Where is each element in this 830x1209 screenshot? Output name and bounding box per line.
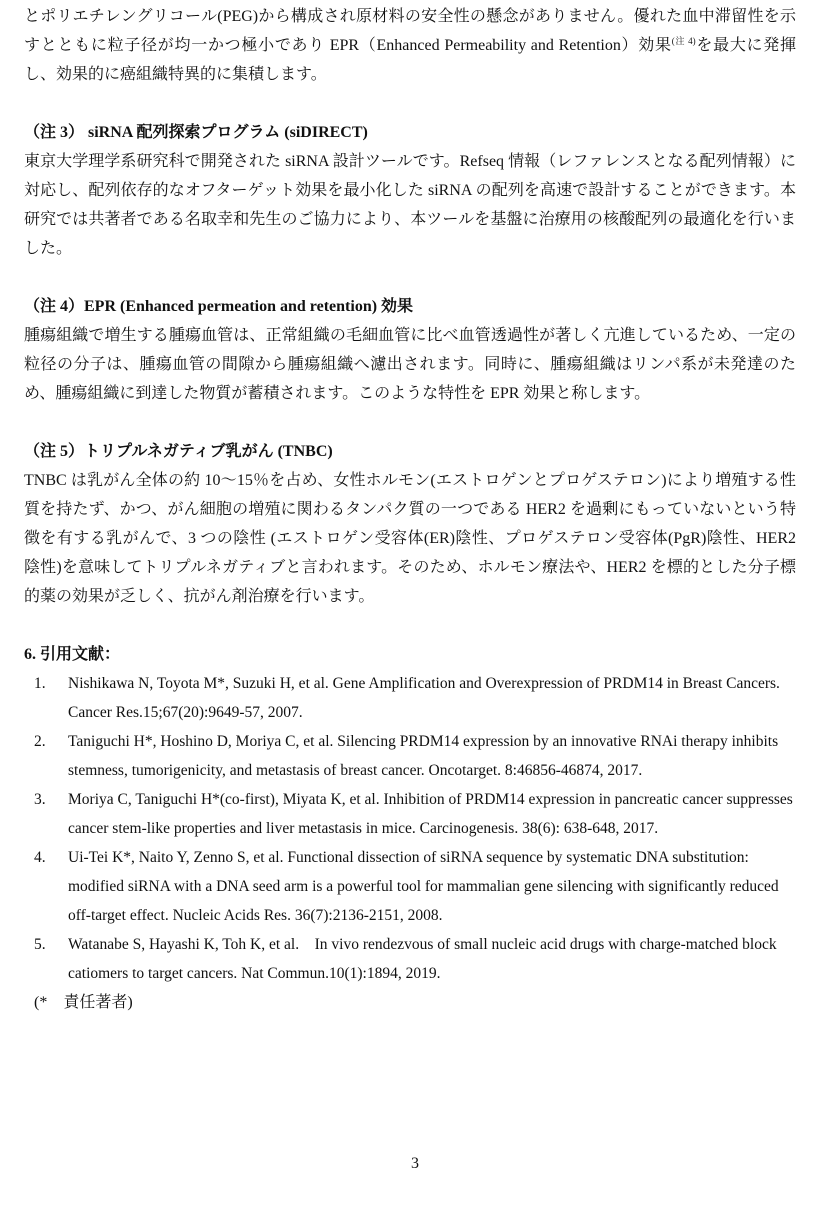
reference-text: Nishikawa N, Toyota M*, Suzuki H, et al. Gene Amplification and Overexpression of PRDM14 in Breast Cancers. Cancer Res.15;67(20):9649-57, 2007. <box>68 675 780 721</box>
document-page <box>24 0 796 1017</box>
note-4-section <box>24 292 796 408</box>
note-5-section <box>24 437 796 611</box>
intro-text-after: を最大に発揮し、効果的に癌組織特異的に集積します。 <box>24 37 796 83</box>
reference-text: Moriya C, Taniguchi H*(co-first), Miyata K, et al. Inhibition of PRDM14 expression in pancreatic cancer suppresses cancer stem-like properties and liver metastasis in mice. Carcinogenesis. 38(6): 638-648, 2017. <box>68 791 793 837</box>
note-4-heading: （注 4）EPR (Enhanced permeation and retention) 効果 <box>24 298 414 315</box>
reference-text: Taniguchi H*, Hoshino D, Moriya C, et al. Silencing PRDM14 expression by an innovative RNAi therapy inhibits stemness, tumorigenicity, and metastasis of breast cancer. Oncotarget. 8:46856-46874, 2017. <box>68 733 779 779</box>
references-list <box>24 669 796 988</box>
note-3-heading: （注 3） siRNA 配列探索プログラム (siDIRECT) <box>24 124 368 141</box>
intro-note-ref: (注 4) <box>671 36 696 46</box>
reference-number: 2. <box>34 733 46 750</box>
reference-number: 4. <box>34 849 46 866</box>
intro-paragraph <box>24 2 796 89</box>
reference-item <box>24 727 796 785</box>
page-number: 3 <box>411 1155 419 1172</box>
note-5-heading: （注 5）トリプルネガティブ乳がん (TNBC) <box>24 443 333 460</box>
reference-text: Ui-Tei K*, Naito Y, Zenno S, et al. Functional dissection of siRNA sequence by systematic DNA substitution: modified siRNA with a DNA seed arm is a powerful tool for mammalian gene silencing with significantly reduced off-target effect. Nucleic Acids Res. 36(7):2136-2151, 2008. <box>68 849 779 924</box>
reference-number: 3. <box>34 791 46 808</box>
reference-text: Watanabe S, Hayashi K, Toh K, et al. In vivo rendezvous of small nucleic acid drugs with charge-matched block catiomers to target cancers. Nat Commun.10(1):1894, 2019. <box>68 936 777 982</box>
reference-number: 1. <box>34 675 46 692</box>
reference-number: 5. <box>34 936 46 953</box>
references-title: 6. 引用文献： <box>24 646 121 663</box>
note-4-body: 腫瘍組織で増生する腫瘍血管は、正常組織の毛細血管に比べ血管透過性が著しく亢進しているため、一定の粒径の分子は、腫瘍血管の間隙から腫瘍組織へ濾出されます。同時に、腫瘍組織はリンパ系が未発達のため、腫瘍組織に到達した物質が蓄積されます。このような特性を EPR 効果と称します。 <box>24 327 796 402</box>
reference-item <box>24 843 796 930</box>
reference-item <box>24 785 796 843</box>
intro-text-before: とポリエチレングリコール(PEG)から構成され原材料の安全性の懸念がありません。優れた血中滞留性を示すとともに粒子径が均一かつ極小であり EPR（Enhanced Permeability and Retention）効果 <box>24 8 796 54</box>
corresponding-author-note: (* 責任著者) <box>34 994 133 1011</box>
references-section <box>24 640 796 1017</box>
note-5-body: TNBC は乳がん全体の約 10〜15％を占め、女性ホルモン(エストロゲンとプロゲステロン)により増殖する性質を持たず、かつ、がん細胞の増殖に関わるタンパク質の一つである HER2 を過剰にもっていないという特徴を有する乳がんで、3 つの陰性 (エストロゲン受容体(ER)陰性、プロゲステロン受容体(PgR)陰性、HER2 陰性)を意味してトリプルネガティブと言われます。そのため、ホルモン療法や、HER2 を標的とした分子標的薬の効果が乏しく、抗がん剤治療を行います。 <box>24 472 796 605</box>
note-3-body: 東京大学理学系研究科で開発された siRNA 設計ツールです。Refseq 情報（レファレンスとなる配列情報）に対応し、配列依存的なオフターゲット効果を最小化した siRNA の配列を高速で設計することができます。本研究では共著者である名取幸和先生のご協力により、本ツールを基盤に治療用の核酸配列の最適化を行いました。 <box>24 153 796 257</box>
reference-item <box>24 930 796 988</box>
note-3-section <box>24 118 796 263</box>
reference-item <box>24 669 796 727</box>
